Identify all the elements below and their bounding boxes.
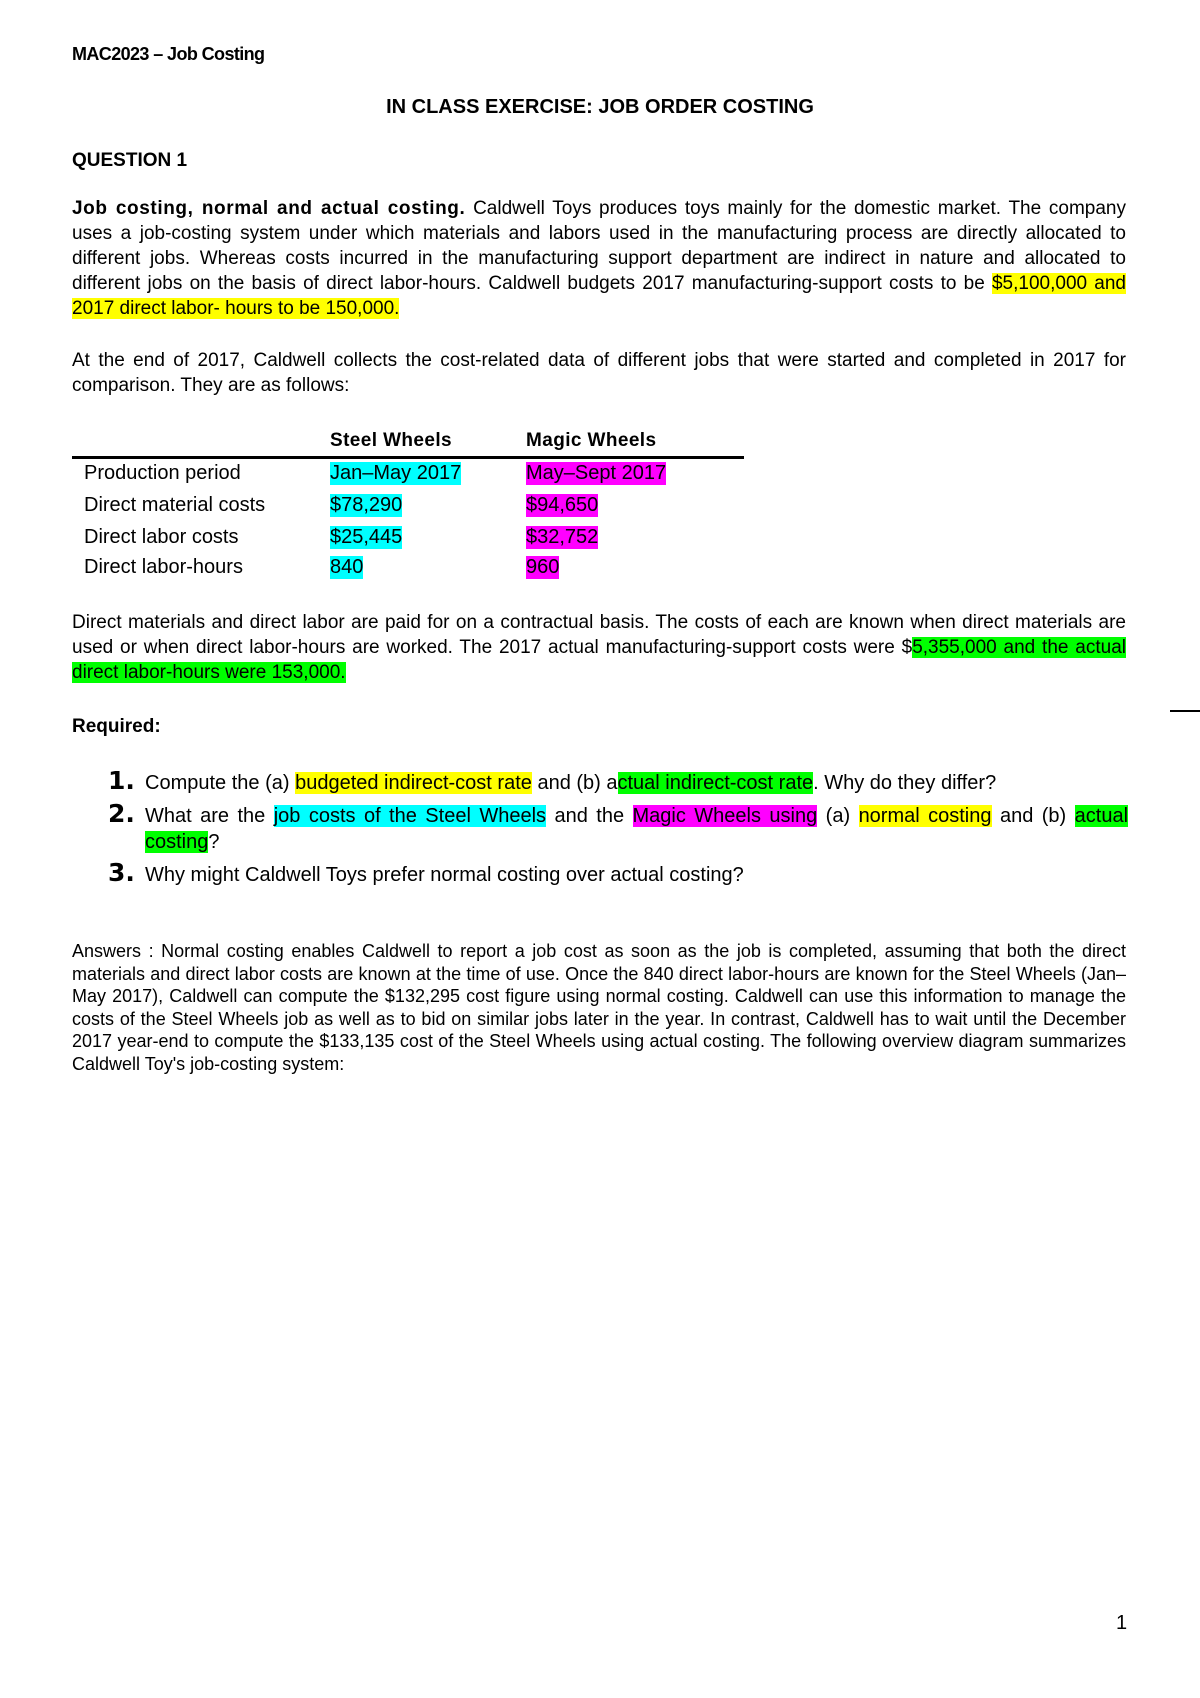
text-run: and (b) a [531,772,618,794]
intro-paragraph [72,196,1126,321]
margin-mark [1170,710,1200,712]
comparison-paragraph: At the end of 2017, Caldwell collects the cost-related data of different jobs that were started and completed in 2017 for comparison. They are as follows: [72,350,1126,396]
column-header-magic-wheels: Magic Wheels [526,430,657,451]
question-item-1 [108,766,1128,798]
magic-wheels-value: $94,650 [526,494,599,516]
magic-wheels-value: $32,752 [526,526,599,548]
required-label: Required: [72,716,161,737]
question-heading: QUESTION 1 [72,150,188,171]
question-number: 1. [108,766,135,795]
intro-text: Caldwell Toys produces toys mainly for the domestic market. The company uses a job-costing system under which materials and labors used in the manufacturing process are directly allocated to different jobs. Whereas costs incurred in the manufacturing support department are indirect in nature and allocated to different jobs on the basis of direct labor-hours. Caldwell budgets 2017 manufacturing-support costs to be [72,198,1126,294]
magic-wheels-value: 960 [526,556,560,578]
steel-wheels-value: 840 [330,556,364,578]
magic-wheels-value: May–Sept 2017 [526,462,667,484]
contract-highlight: 5,355,000 and the actual direct labor-hours were 153,000. [72,637,1126,683]
text-run: and (b) [991,805,1075,827]
steel-wheels-value: Jan–May 2017 [330,462,462,484]
table-row [84,462,784,494]
contract-paragraph [72,610,1126,685]
page-number: 1 [1116,1612,1128,1634]
text-run: What are the [145,805,274,827]
table-row [84,526,784,558]
text-run: and the [546,805,633,827]
text-run: (a) [817,805,859,827]
row-label: Direct labor-hours [84,556,243,578]
highlight-run: actual costing [145,805,1129,853]
answers-paragraph: Answers : Normal costing enables Caldwell to report a job cost as soon as the job is completed, assuming that both the direct materials and direct labor costs are known at the time of use. Once the 840 direct labor-hours are known for the Steel Wheels (Jan–May 2017), Caldwell can compute the $132,295 cost figure using normal costing. Caldwell can use this information to manage the costs of the Steel Wheels job as well as to bid on similar jobs later in the year. In contrast, Caldwell has to wait until the December 2017 year-end to compute the $133,135 cost of the Steel Wheels using actual costing. The following overview diagram summarizes Caldwell Toy's job-costing system: [72,941,1126,1074]
question-text [145,803,1128,855]
highlight-run: job costs of the Steel Wheels [273,805,547,827]
question-text: Why might Caldwell Toys prefer normal costing over actual costing? [145,864,744,886]
question-item-3 [108,858,1128,890]
table-row [84,494,784,526]
row-label: Production period [84,462,241,484]
table-row [84,556,784,588]
highlight-run: budgeted indirect-cost rate [295,772,532,794]
table-header-rule [72,456,744,459]
contract-text: Direct materials and direct labor are paid for on a contractual basis. The costs of each are known when direct materials are used or when direct labor-hours are worked. The 2017 actual manufacturing-support costs were $ [72,612,1126,658]
running-header: MAC2023 – Job Costing [72,44,265,64]
steel-wheels-value: $25,445 [330,526,403,548]
question-item-2 [108,799,1129,857]
text-run: Compute the (a) [145,772,296,794]
row-label: Direct labor costs [84,526,239,548]
row-label: Direct material costs [84,494,266,516]
highlight-run: Magic Wheels using [632,805,818,827]
text-run: . Why do they differ? [813,772,997,794]
page-title: IN CLASS EXERCISE: JOB ORDER COSTING [386,96,814,118]
intro-bold-lead: Job costing, normal and actual costing. [72,198,466,219]
intro-highlight: $5,100,000 and 2017 direct labor- hours to be 150,000. [72,273,1126,319]
highlight-run: ctual indirect-cost rate [617,772,814,794]
question-number: 2. [108,799,135,828]
question-number: 3. [108,858,135,887]
column-header-steel-wheels: Steel Wheels [330,430,453,451]
highlight-run: normal costing [858,805,992,827]
steel-wheels-value: $78,290 [330,494,403,516]
question-text [145,770,1128,796]
text-run: ? [208,831,220,853]
